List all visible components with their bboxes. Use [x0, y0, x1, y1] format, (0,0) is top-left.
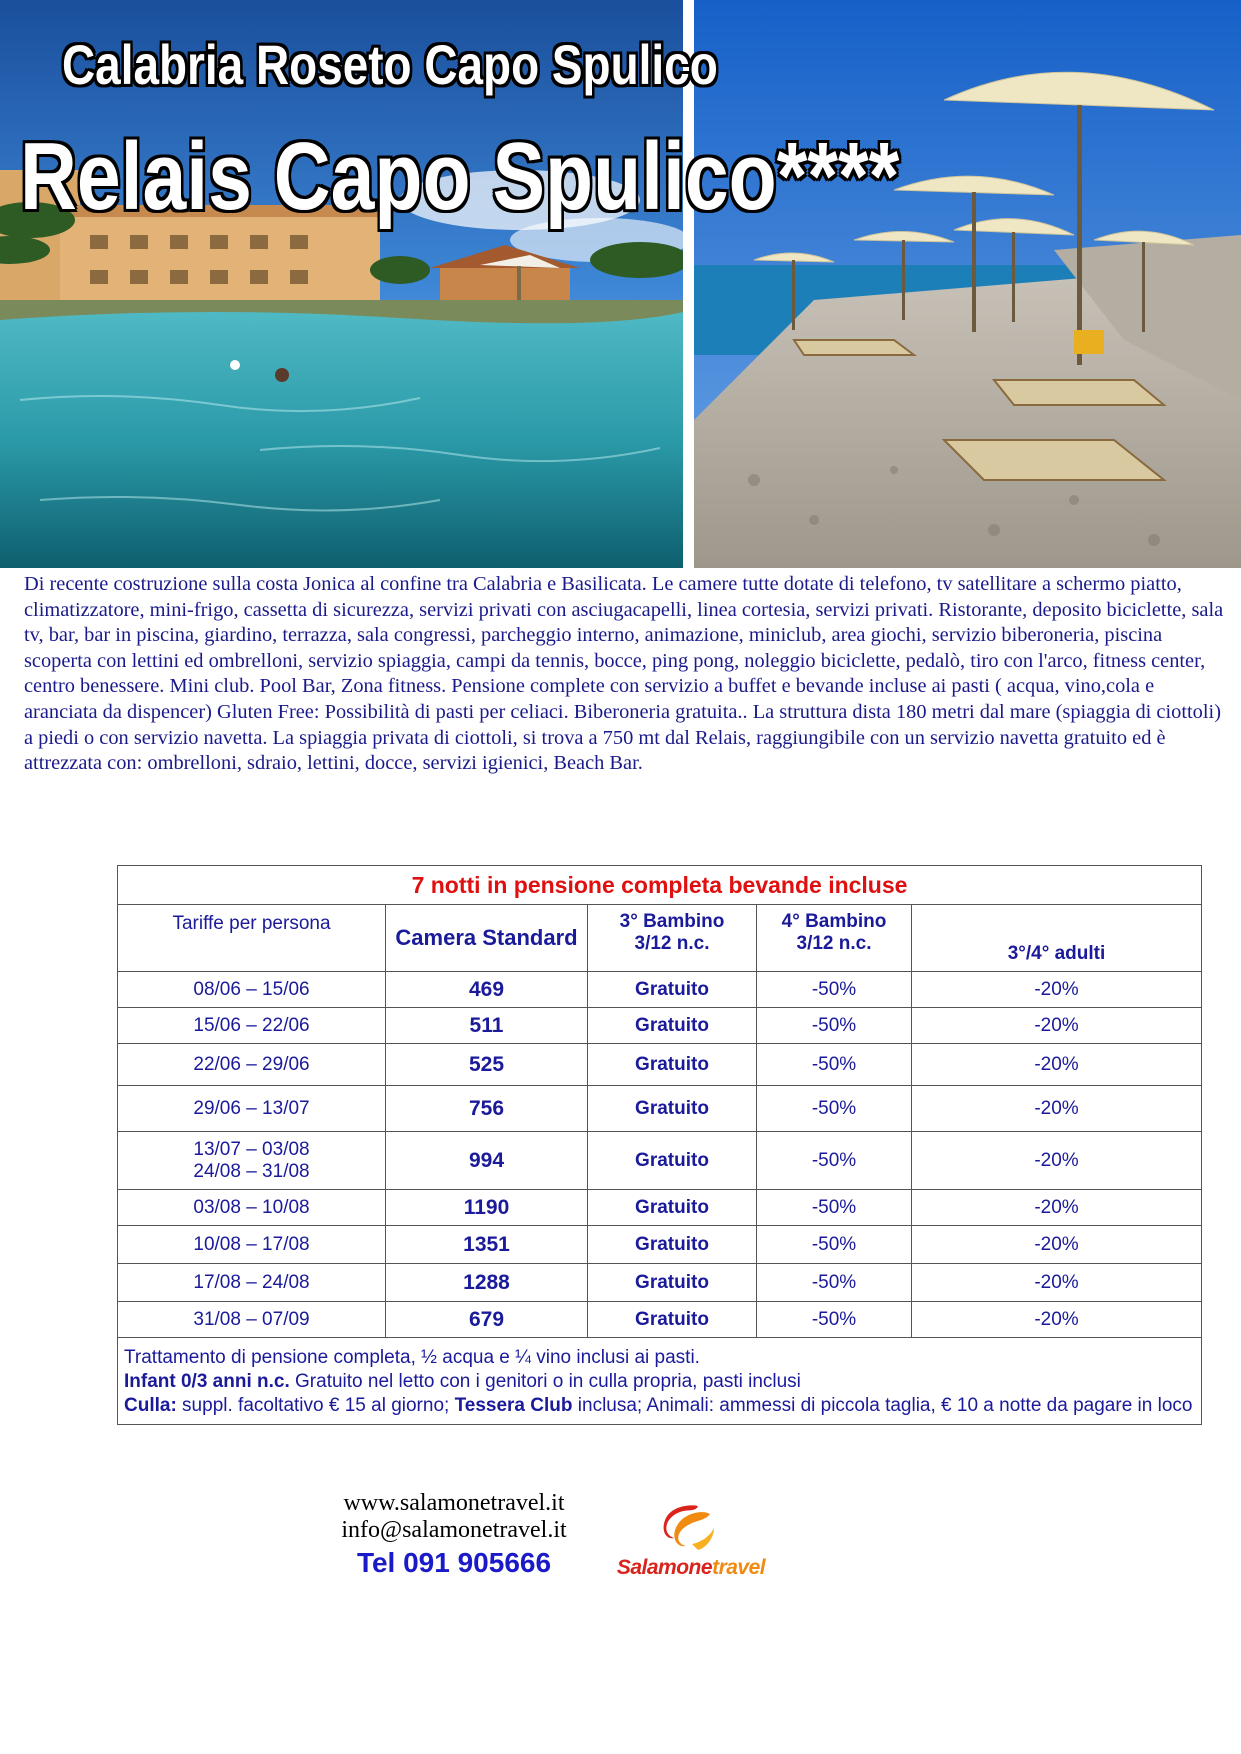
third-child-cell: Gratuito: [588, 1086, 757, 1132]
adults-cell: -20%: [912, 1264, 1202, 1302]
notes-infant-label: Infant 0/3 anni n.c.: [124, 1371, 290, 1392]
notes-board: Trattamento di pensione completa, ½ acqua e ¼ vino inclusi ai pasti.: [124, 1347, 700, 1368]
adults-cell: -20%: [912, 1008, 1202, 1044]
website-link[interactable]: www.salamonetravel.it: [343, 1490, 565, 1516]
third-child-cell: Gratuito: [588, 1302, 757, 1338]
table-row: [118, 1008, 1202, 1044]
header-period: Tariffe per persona: [118, 905, 386, 972]
notes-culla-text: suppl. facoltativo € 15 al giorno;: [176, 1395, 455, 1416]
notes-tessera-label: Tessera Club: [454, 1395, 573, 1416]
hotel-title: Relais Capo Spulico****: [20, 123, 900, 230]
table-row: [118, 1044, 1202, 1086]
fourth-child-cell: -50%: [757, 1264, 912, 1302]
header-standard-room: Camera Standard: [386, 905, 588, 972]
period-cell: 31/08 – 07/09: [118, 1302, 386, 1338]
price-cell: 525: [386, 1044, 588, 1086]
fourth-child-cell: -50%: [757, 972, 912, 1008]
third-child-cell: Gratuito: [588, 1044, 757, 1086]
price-cell: 994: [386, 1132, 588, 1190]
notes-culla: [124, 1394, 1195, 1418]
third-child-cell: Gratuito: [588, 1264, 757, 1302]
price-cell: 1288: [386, 1264, 588, 1302]
table-row: [118, 1226, 1202, 1264]
header-adults: 3°/4° adulti: [912, 905, 1202, 972]
adults-cell: -20%: [912, 1226, 1202, 1264]
table-row: [118, 1302, 1202, 1338]
period-cell: 17/08 – 24/08: [118, 1264, 386, 1302]
adults-cell: -20%: [912, 1086, 1202, 1132]
fourth-child-cell: -50%: [757, 1044, 912, 1086]
hotel-description: Di recente costruzione sulla costa Jonica al confine tra Calabria e Basilicata. Le camere tutte dotate di telefono, tv satellitare a schermo piatto, climatizzatore, mini-frigo, cassetta di sicurezza, servizi privati con asciugacapelli, linea cortesia, servizi privati. Ristorante, deposito biciclette, sala tv, bar, bar in piscina, giardino, terrazza, sala congressi, parcheggio interno, animazione, miniclub, area giochi, servizio biberoneria, piscina scoperta con lettini ed ombrelloni, servizio spiaggia, campi da tennis, bocce, ping pong, noleggio biciclette, pedalò, tiro con l'arco, fitness center, centro benessere. Mini club. Pool Bar, Zona fitness. Pensione complete con servizio a buffet e bevande incluse ai pasti ( acqua, vino,cola e aranciata da dispencer) Gluten Free: Possibilità di pasti per celiaci. Biberoneria gratuita.. La struttura dista 180 metri dal mare (spiaggia di ciottoli) a piedi o con servizio navetta. La spiaggia privata di ciottoli, si trova a 750 mt dal Relais, raggiungibile con un servizio navetta gratuito ed è attrezzata con: ombrelloni, sdraio, lettini, docce, servizi igienici, Beach Bar.: [24, 573, 1224, 775]
header-third-child-line2: 3/12 n.c.: [634, 933, 710, 954]
price-cell: 1351: [386, 1226, 588, 1264]
fourth-child-cell: -50%: [757, 1086, 912, 1132]
adults-cell: -20%: [912, 1190, 1202, 1226]
logo-wordmark-part1: Salamone: [616, 1556, 713, 1579]
phone-number: Tel 091 905666: [356, 1547, 552, 1578]
period-cell: 22/06 – 29/06: [118, 1044, 386, 1086]
third-child-cell: Gratuito: [588, 972, 757, 1008]
price-table: [117, 865, 1202, 1425]
region-title: Calabria Roseto Capo Spulico: [62, 33, 718, 96]
period-line: 13/07 – 03/08: [193, 1138, 310, 1160]
beach-photo: [694, 0, 1241, 568]
notes-infant-text: Gratuito nel letto con i genitori o in culla propria, pasti inclusi: [289, 1371, 801, 1392]
header-fourth-child-line1: 4° Bambino: [781, 911, 887, 932]
table-row: [118, 1190, 1202, 1226]
fourth-child-cell: -50%: [757, 1008, 912, 1044]
period-cell: 03/08 – 10/08: [118, 1190, 386, 1226]
fourth-child-cell: -50%: [757, 1132, 912, 1190]
period-cell: 08/06 – 15/06: [118, 972, 386, 1008]
third-child-cell: Gratuito: [588, 1190, 757, 1226]
price-cell: 1190: [386, 1190, 588, 1226]
period-cell: 15/06 – 22/06: [118, 1008, 386, 1044]
table-row: [118, 1132, 1202, 1190]
price-cell: 469: [386, 972, 588, 1008]
adults-cell: -20%: [912, 972, 1202, 1008]
fourth-child-cell: -50%: [757, 1302, 912, 1338]
logo-mark-icon: [606, 1498, 776, 1560]
notes-infant: [124, 1370, 1195, 1394]
price-table-container: [117, 865, 1201, 1425]
table-row: [118, 1264, 1202, 1302]
fourth-child-cell: -50%: [757, 1226, 912, 1264]
third-child-cell: Gratuito: [588, 1226, 757, 1264]
table-caption: 7 notti in pensione completa bevande incluse: [118, 866, 1202, 905]
salamone-travel-logo: [606, 1498, 776, 1588]
fourth-child-cell: -50%: [757, 1190, 912, 1226]
header-third-child-line1: 3° Bambino: [619, 911, 725, 932]
table-row: [118, 972, 1202, 1008]
header-third-child: [588, 905, 757, 972]
price-cell: 511: [386, 1008, 588, 1044]
table-notes: [118, 1338, 1202, 1425]
period-cell: 29/06 – 13/07: [118, 1086, 386, 1132]
header-fourth-child-line2: 3/12 n.c.: [796, 933, 872, 954]
period-cell: 10/08 – 17/08: [118, 1226, 386, 1264]
period-cell: [118, 1132, 386, 1190]
notes-culla-label: Culla:: [124, 1395, 177, 1416]
logo-wordmark-part2: travel: [712, 1556, 766, 1579]
adults-cell: -20%: [912, 1302, 1202, 1338]
price-cell: 756: [386, 1086, 588, 1132]
header-fourth-child: [757, 905, 912, 972]
notes-tessera-text: inclusa; Animali: ammessi di piccola taglia, € 10 a notte da pagare in loco: [572, 1395, 1193, 1416]
price-rows: [118, 972, 1202, 1338]
adults-cell: -20%: [912, 1044, 1202, 1086]
period-line-2: 24/08 – 31/08: [193, 1160, 310, 1182]
adults-cell: -20%: [912, 1132, 1202, 1190]
table-row: [118, 1086, 1202, 1132]
contacts: [330, 1490, 578, 1579]
third-child-cell: Gratuito: [588, 1132, 757, 1190]
email-link[interactable]: info@salamonetravel.it: [341, 1517, 567, 1543]
price-cell: 679: [386, 1302, 588, 1338]
logo-wordmark: [606, 1556, 776, 1580]
third-child-cell: Gratuito: [588, 1008, 757, 1044]
